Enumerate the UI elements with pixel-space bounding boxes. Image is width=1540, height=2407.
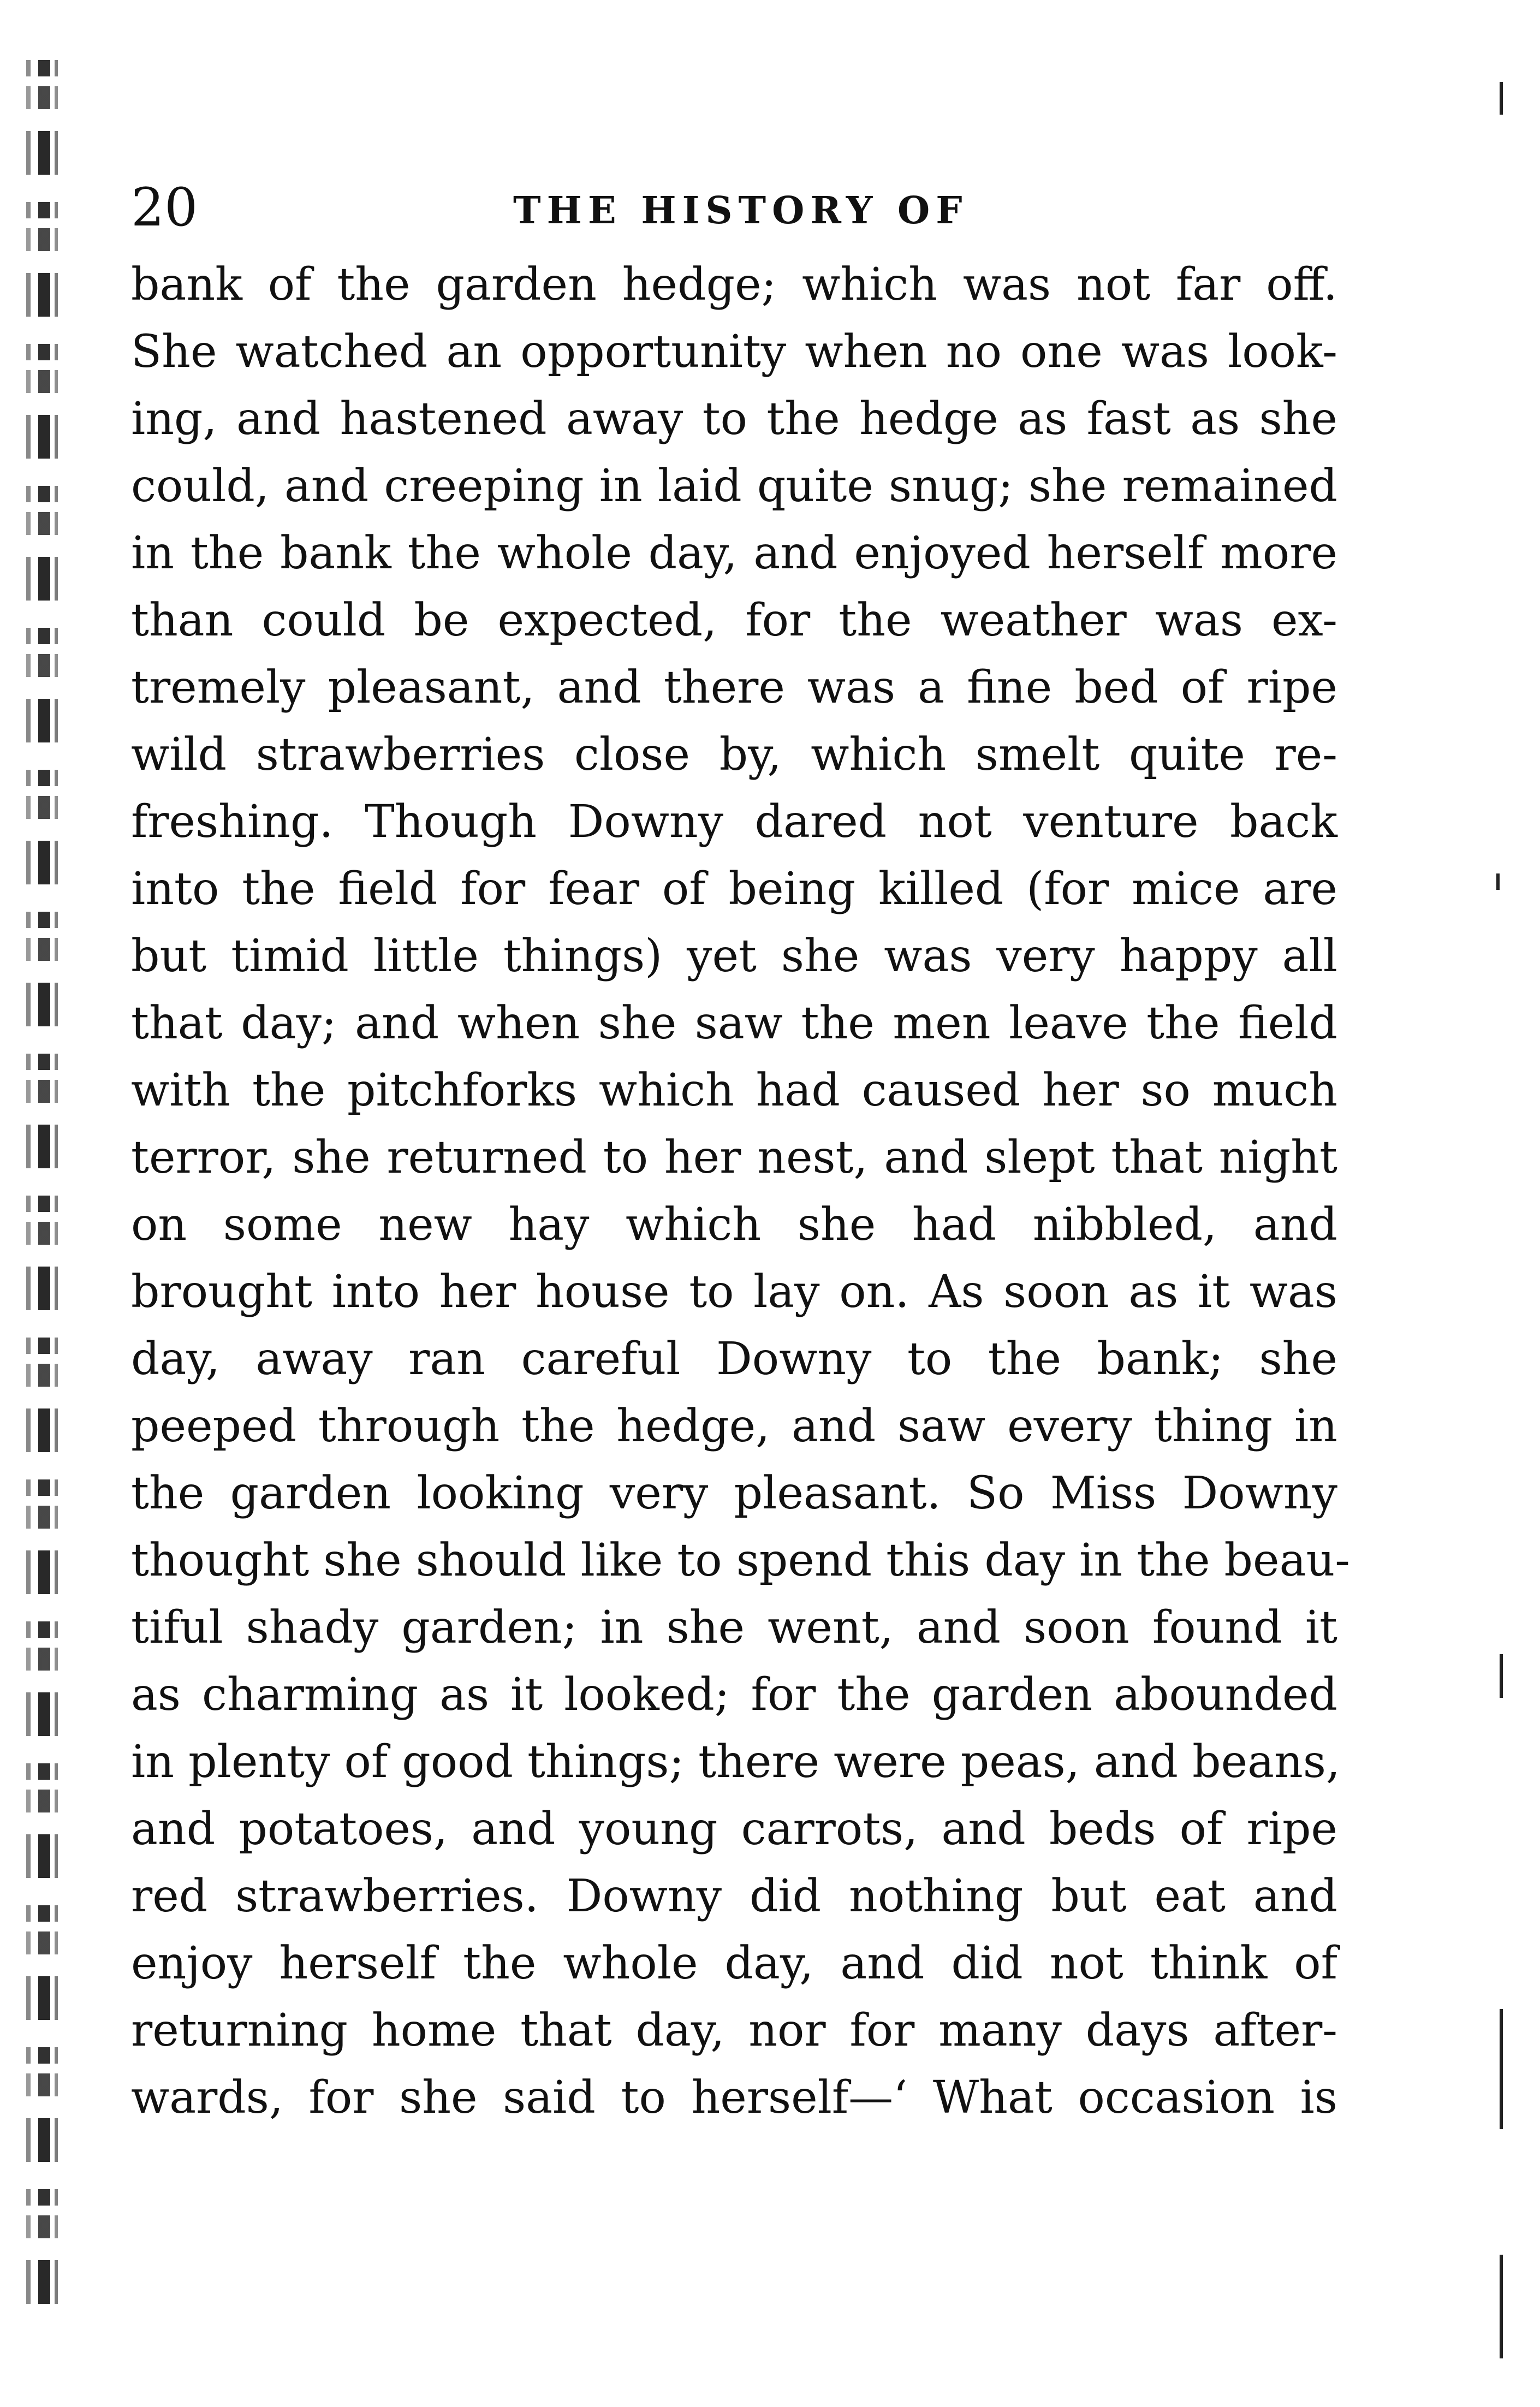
text-line: ing, and hastened away to the hedge as fast as she — [131, 393, 1337, 445]
text-line: and potatoes, and young carrots, and beds of ripe — [131, 1803, 1337, 1855]
text-line: returning home that day, nor for many days after- — [131, 2005, 1337, 2057]
binding-edge — [0, 0, 82, 2407]
text-line: in plenty of good things; there were peas, and beans, — [131, 1736, 1340, 1788]
text-line: freshing. Though Downy dared not venture back — [131, 796, 1337, 848]
binding-shadow-thin — [55, 60, 58, 2326]
text-line: tremely pleasant, and there was a fine bed of ripe — [131, 662, 1337, 714]
text-line: red strawberries. Downy did nothing but eat and — [131, 1870, 1337, 1922]
body-text — [131, 251, 1350, 2131]
edge-mark — [1496, 873, 1500, 890]
edge-mark — [1500, 1654, 1503, 1698]
text-line: peeped through the hedge, and saw every thing in — [131, 1400, 1337, 1452]
text-line: could, and creeping in laid quite snug; she remained — [131, 460, 1337, 512]
right-edge-marks — [1474, 0, 1540, 2407]
text-line: wild strawberries close by, which smelt quite re- — [131, 729, 1337, 781]
text-line: She watched an opportunity when no one was look- — [131, 326, 1337, 378]
text-line: wards, for she said to herself—‘ What occasion is — [131, 2072, 1337, 2124]
running-title: THE HISTORY OF — [513, 189, 968, 233]
text-line: but timid little things) yet she was very happy all — [131, 930, 1337, 982]
text-line: thought she should like to spend this day in the beau- — [131, 1535, 1350, 1586]
edge-mark — [1500, 2255, 1503, 2358]
binding-shadow — [38, 60, 50, 2326]
page-number: 20 — [131, 177, 198, 238]
text-line: with the pitchforks which had caused her so much — [131, 1065, 1337, 1116]
text-line: into the field for fear of being killed (for mice are — [131, 863, 1337, 915]
text-line: terror, she returned to her nest, and slept that night — [131, 1132, 1337, 1184]
binding-shadow-left — [26, 60, 31, 2326]
text-line: the garden looking very pleasant. So Miss Downy — [131, 1467, 1337, 1519]
text-line: bank of the garden hedge; which was not far off. — [131, 259, 1337, 311]
edge-mark — [1500, 2009, 1503, 2129]
text-line: on some new hay which she had nibbled, and — [131, 1199, 1337, 1251]
text-line: that day; and when she saw the men leave the field — [131, 997, 1337, 1049]
text-line: as charming as it looked; for the garden abounded — [131, 1669, 1337, 1721]
text-line: enjoy herself the whole day, and did not think of — [131, 1938, 1337, 1989]
page-header — [131, 164, 1343, 246]
text-line: in the bank the whole day, and enjoyed herself more — [131, 527, 1337, 579]
text-line: than could be expected, for the weather was ex- — [131, 595, 1337, 646]
text-line: day, away ran careful Downy to the bank; she — [131, 1333, 1337, 1385]
text-line: tiful shady garden; in she went, and soon found it — [131, 1602, 1337, 1654]
edge-mark — [1500, 82, 1503, 115]
text-line: brought into her house to lay on. As soon as it was — [131, 1266, 1337, 1318]
